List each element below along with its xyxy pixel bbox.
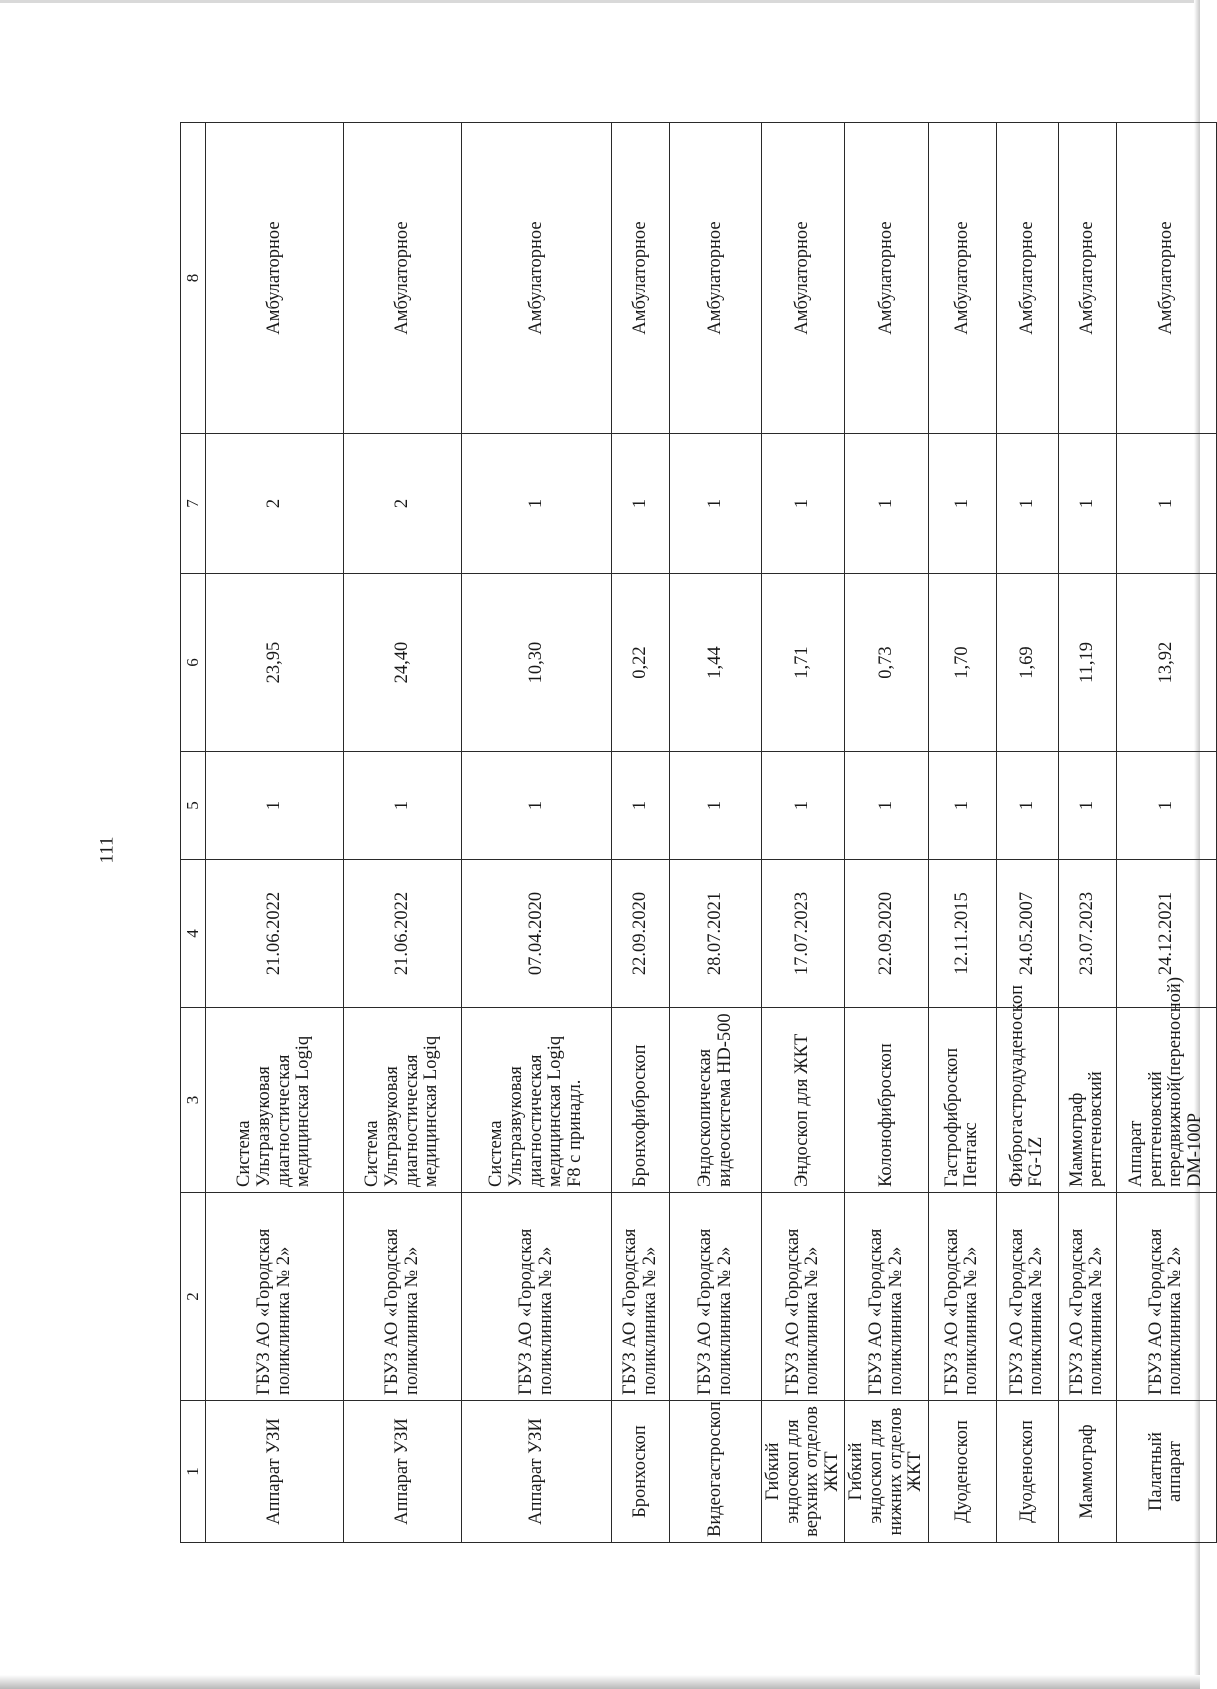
model-cell: Аппарат рентгеновский передвижной(переносной) DM-100P: [1116, 1008, 1216, 1193]
count-cell: 1: [462, 434, 612, 574]
value-cell: 0,22: [612, 574, 670, 752]
care-type-cell: Амбулаторное: [762, 123, 845, 434]
date-cell: 24.12.2021: [1116, 860, 1216, 1008]
value-cell: 1,69: [996, 574, 1058, 752]
date-cell: 17.07.2023: [762, 860, 845, 1008]
quantity-cell: 1: [344, 752, 462, 860]
table-row: [1116, 123, 1216, 1543]
value-cell: 1,71: [762, 574, 845, 752]
model-cell: Фиброгастродуаденоскоп FG-1Z: [996, 1008, 1058, 1193]
organization-cell: ГБУЗ АО «Городская поликлиника № 2»: [928, 1193, 996, 1401]
care-type-cell: Амбулаторное: [996, 123, 1058, 434]
page-number-text: 111: [97, 836, 118, 864]
equipment-table: [180, 122, 1217, 1543]
table-row: [462, 123, 612, 1543]
quantity-cell: 1: [1116, 752, 1216, 860]
header-cell: 3: [181, 1008, 206, 1193]
quantity-cell: 1: [670, 752, 762, 860]
table-row: [344, 123, 462, 1543]
count-cell: 1: [762, 434, 845, 574]
scan-edge-bottom: [0, 1675, 1200, 1689]
model-cell: Бронхофиброскоп: [612, 1008, 670, 1193]
organization-cell: ГБУЗ АО «Городская поликлиника № 2»: [845, 1193, 928, 1401]
model-cell: Колонофиброскоп: [845, 1008, 928, 1193]
value-cell: 24,40: [344, 574, 462, 752]
quantity-cell: 1: [206, 752, 344, 860]
value-cell: 11,19: [1058, 574, 1116, 752]
count-cell: 1: [612, 434, 670, 574]
organization-cell: ГБУЗ АО «Городская поликлиника № 2»: [206, 1193, 344, 1401]
count-cell: 1: [1058, 434, 1116, 574]
care-type-cell: Амбулаторное: [1058, 123, 1116, 434]
count-cell: 2: [206, 434, 344, 574]
care-type-cell: Амбулаторное: [845, 123, 928, 434]
equipment-type-cell: Палатный аппарат: [1116, 1401, 1216, 1543]
header-cell: 1: [181, 1401, 206, 1543]
equipment-type-cell: Дуоденоскоп: [996, 1401, 1058, 1543]
table-row: [670, 123, 762, 1543]
date-cell: 22.09.2020: [845, 860, 928, 1008]
quantity-cell: 1: [928, 752, 996, 860]
date-cell: 21.06.2022: [344, 860, 462, 1008]
table-row: [1058, 123, 1116, 1543]
value-cell: 1,44: [670, 574, 762, 752]
header-cell: 8: [181, 123, 206, 434]
table-row: [206, 123, 344, 1543]
care-type-cell: Амбулаторное: [670, 123, 762, 434]
table-header-row: [181, 123, 206, 1543]
date-cell: 28.07.2021: [670, 860, 762, 1008]
equipment-type-cell: Видеогастроскоп: [670, 1401, 762, 1543]
header-cell: 6: [181, 574, 206, 752]
date-cell: 12.11.2015: [928, 860, 996, 1008]
model-cell: Маммограф рентгеновский: [1058, 1008, 1116, 1193]
date-cell: 24.05.2007: [996, 860, 1058, 1008]
equipment-type-cell: Аппарат УЗИ: [344, 1401, 462, 1543]
header-cell: 5: [181, 752, 206, 860]
count-cell: 2: [344, 434, 462, 574]
model-cell: Система Ультразвуковая диагностическая медицинская Logiq F8 с принадл.: [462, 1008, 612, 1193]
count-cell: 1: [996, 434, 1058, 574]
value-cell: 13,92: [1116, 574, 1216, 752]
table-row: [928, 123, 996, 1543]
count-cell: 1: [1116, 434, 1216, 574]
equipment-type-cell: Аппарат УЗИ: [462, 1401, 612, 1543]
equipment-type-cell: Гибкий эндоскоп для верхних отделов ЖКТ: [762, 1401, 845, 1543]
table-row: [762, 123, 845, 1543]
organization-cell: ГБУЗ АО «Городская поликлиника № 2»: [762, 1193, 845, 1401]
table-row: [612, 123, 670, 1543]
value-cell: 10,30: [462, 574, 612, 752]
model-cell: Эндоскопическая видеосистема HD-500: [670, 1008, 762, 1193]
organization-cell: ГБУЗ АО «Городская поликлиника № 2»: [1116, 1193, 1216, 1401]
quantity-cell: 1: [612, 752, 670, 860]
care-type-cell: Амбулаторное: [1116, 123, 1216, 434]
equipment-type-cell: Аппарат УЗИ: [206, 1401, 344, 1543]
equipment-type-cell: Бронхоскоп: [612, 1401, 670, 1543]
equipment-table-wrapper: [180, 123, 1205, 1543]
scan-edge-top: [0, 0, 1200, 3]
organization-cell: ГБУЗ АО «Городская поликлиника № 2»: [670, 1193, 762, 1401]
care-type-cell: Амбулаторное: [928, 123, 996, 434]
equipment-type-cell: Маммограф: [1058, 1401, 1116, 1543]
quantity-cell: 1: [462, 752, 612, 860]
model-cell: Система Ультразвуковая диагностическая медицинская Logiq: [206, 1008, 344, 1193]
model-cell: Эндоскоп для ЖКТ: [762, 1008, 845, 1193]
organization-cell: ГБУЗ АО «Городская поликлиника № 2»: [1058, 1193, 1116, 1401]
organization-cell: ГБУЗ АО «Городская поликлиника № 2»: [344, 1193, 462, 1401]
care-type-cell: Амбулаторное: [344, 123, 462, 434]
header-cell: 2: [181, 1193, 206, 1401]
equipment-type-cell: Дуоденоскоп: [928, 1401, 996, 1543]
quantity-cell: 1: [845, 752, 928, 860]
value-cell: 23,95: [206, 574, 344, 752]
quantity-cell: 1: [996, 752, 1058, 860]
organization-cell: ГБУЗ АО «Городская поликлиника № 2»: [612, 1193, 670, 1401]
header-cell: 7: [181, 434, 206, 574]
organization-cell: ГБУЗ АО «Городская поликлиника № 2»: [996, 1193, 1058, 1401]
quantity-cell: 1: [762, 752, 845, 860]
quantity-cell: 1: [1058, 752, 1116, 860]
value-cell: 0,73: [845, 574, 928, 752]
care-type-cell: Амбулаторное: [206, 123, 344, 434]
organization-cell: ГБУЗ АО «Городская поликлиника № 2»: [462, 1193, 612, 1401]
count-cell: 1: [928, 434, 996, 574]
page-number: [96, 828, 120, 872]
date-cell: 23.07.2023: [1058, 860, 1116, 1008]
date-cell: 22.09.2020: [612, 860, 670, 1008]
care-type-cell: Амбулаторное: [612, 123, 670, 434]
date-cell: 07.04.2020: [462, 860, 612, 1008]
count-cell: 1: [670, 434, 762, 574]
header-cell: 4: [181, 860, 206, 1008]
table-row: [996, 123, 1058, 1543]
care-type-cell: Амбулаторное: [462, 123, 612, 434]
model-cell: Система Ультразвуковая диагностическая медицинская Logiq: [344, 1008, 462, 1193]
date-cell: 21.06.2022: [206, 860, 344, 1008]
equipment-type-cell: Гибкий эндоскоп для нижних отделов ЖКТ: [845, 1401, 928, 1543]
count-cell: 1: [845, 434, 928, 574]
table-row: [845, 123, 928, 1543]
value-cell: 1,70: [928, 574, 996, 752]
model-cell: Гастрофиброскоп Пентакс: [928, 1008, 996, 1193]
